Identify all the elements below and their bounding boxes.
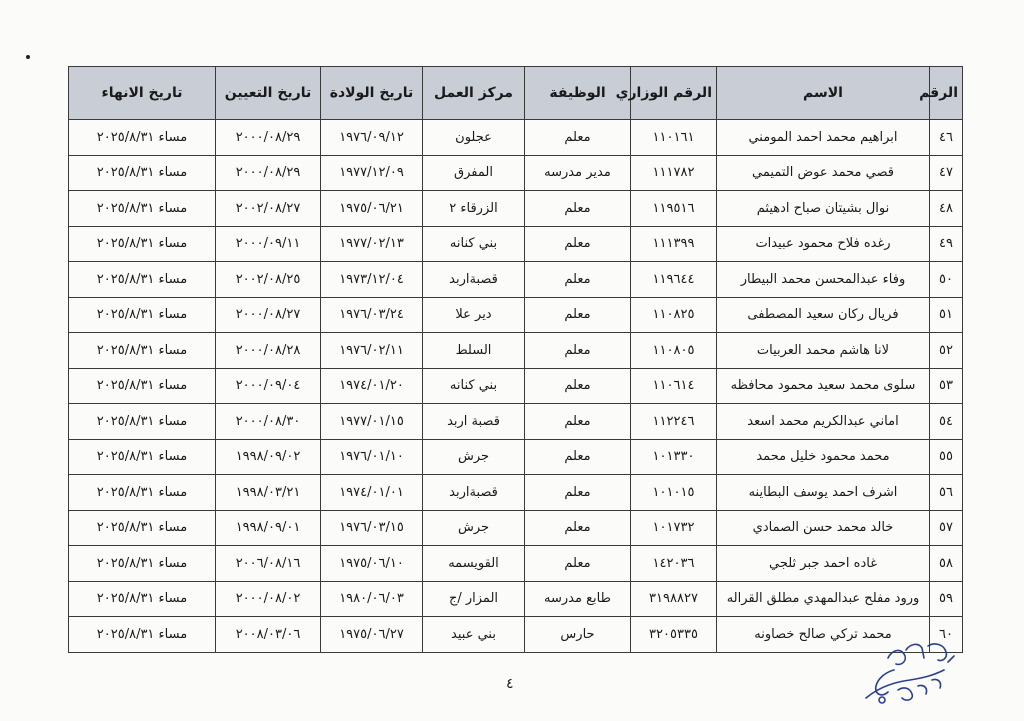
end-date: مساء ٢٠٢٥/٨/٣١: [69, 368, 216, 404]
job-title: معلم: [525, 475, 631, 511]
appointment-date: ٢٠٠٨/٠٣/٠٦: [216, 617, 321, 653]
table-header-row: [69, 67, 963, 120]
ministry-number: ١١٠٦١٤: [631, 368, 717, 404]
work-center: القويسمه: [423, 546, 525, 582]
row-number: ٥٨: [930, 546, 963, 582]
row-number: ٥٣: [930, 368, 963, 404]
row-number: ٤٨: [930, 191, 963, 227]
work-center: قصبةاربد: [423, 475, 525, 511]
header-name: الاسم: [717, 67, 930, 120]
header-work-center: مركز العمل: [423, 67, 525, 120]
job-title: معلم: [525, 404, 631, 440]
employee-name: اشرف احمد يوسف البطاينه: [717, 475, 930, 511]
appointment-date: ٢٠٠٠/٠٨/٢٧: [216, 297, 321, 333]
appointment-date: ٢٠٠٢/٠٨/٢٧: [216, 191, 321, 227]
job-title: معلم: [525, 510, 631, 546]
employee-name: ورود مفلح عبدالمهدي مطلق القراله: [717, 581, 930, 617]
end-date: مساء ٢٠٢٥/٨/٣١: [69, 475, 216, 511]
appointment-date: ٢٠٠٠/٠٨/٢٨: [216, 333, 321, 369]
job-title: معلم: [525, 546, 631, 582]
employee-name: لانا هاشم محمد العربيات: [717, 333, 930, 369]
birth-date: ١٩٧٦/٠١/١٠: [321, 439, 423, 475]
work-center: جرش: [423, 439, 525, 475]
header-job: الوظيفة: [525, 67, 631, 120]
end-date: مساء ٢٠٢٥/٨/٣١: [69, 404, 216, 440]
end-date: مساء ٢٠٢٥/٨/٣١: [69, 262, 216, 298]
employee-name: فريال ركان سعيد المصطفى: [717, 297, 930, 333]
row-number: ٤٩: [930, 226, 963, 262]
header-end-date: تاريخ الانهاء: [69, 67, 216, 120]
row-number: ٥٧: [930, 510, 963, 546]
birth-date: ١٩٧٦/٠٩/١٢: [321, 120, 423, 156]
job-title: معلم: [525, 333, 631, 369]
job-title: حارس: [525, 617, 631, 653]
table-row: [69, 617, 963, 653]
row-number: ٥٢: [930, 333, 963, 369]
end-date: مساء ٢٠٢٥/٨/٣١: [69, 333, 216, 369]
ministry-number: ١١٩٦٤٤: [631, 262, 717, 298]
employee-name: نوال بشيتان صباح ادهيثم: [717, 191, 930, 227]
birth-date: ١٩٧٦/٠٢/١١: [321, 333, 423, 369]
appointment-date: ٢٠٠٠/٠٨/٠٢: [216, 581, 321, 617]
appointment-date: ١٩٩٨/٠٩/٠١: [216, 510, 321, 546]
header-birth-date: تاريخ الولادة: [321, 67, 423, 120]
ministry-number: ١٠١٧٣٢: [631, 510, 717, 546]
employee-name: خالد محمد حسن الصمادي: [717, 510, 930, 546]
ministry-number: ١١١٣٩٩: [631, 226, 717, 262]
table-row: [69, 120, 963, 156]
birth-date: ١٩٧٣/١٢/٠٤: [321, 262, 423, 298]
header-appointment-date: تاريخ التعيين: [216, 67, 321, 120]
birth-date: ١٩٧٥/٠٦/٢١: [321, 191, 423, 227]
end-date: مساء ٢٠٢٥/٨/٣١: [69, 510, 216, 546]
employee-name: سلوى محمد سعيد محمود محافظه: [717, 368, 930, 404]
job-title: معلم: [525, 439, 631, 475]
row-number: ٥٦: [930, 475, 963, 511]
birth-date: ١٩٧٧/١٢/٠٩: [321, 155, 423, 191]
work-center: بني كنانه: [423, 368, 525, 404]
work-center: المفرق: [423, 155, 525, 191]
table-row: [69, 475, 963, 511]
work-center: قصبةاربد: [423, 262, 525, 298]
table-row: [69, 155, 963, 191]
end-date: مساء ٢٠٢٥/٨/٣١: [69, 226, 216, 262]
job-title: مدير مدرسه: [525, 155, 631, 191]
employee-name: رغده فلاح محمود عبيدات: [717, 226, 930, 262]
header-no: الرقم: [930, 67, 963, 120]
employee-name: محمد محمود خليل محمد: [717, 439, 930, 475]
end-date: مساء ٢٠٢٥/٨/٣١: [69, 120, 216, 156]
birth-date: ١٩٧٦/٠٣/١٥: [321, 510, 423, 546]
appointment-date: ٢٠٠٠/٠٨/٢٩: [216, 155, 321, 191]
birth-date: ١٩٧٤/٠١/٢٠: [321, 368, 423, 404]
end-date: مساء ٢٠٢٥/٨/٣١: [69, 546, 216, 582]
ministry-number: ١١٠٨٠٥: [631, 333, 717, 369]
job-title: معلم: [525, 120, 631, 156]
scan-speck: [26, 55, 30, 59]
ministry-number: ١١١٧٨٢: [631, 155, 717, 191]
table-row: [69, 226, 963, 262]
employee-name: غاده احمد جبر ثلجي: [717, 546, 930, 582]
table-row: [69, 581, 963, 617]
ministry-number: ١٠١٠١٥: [631, 475, 717, 511]
end-date: مساء ٢٠٢٥/٨/٣١: [69, 439, 216, 475]
birth-date: ١٩٧٤/٠١/٠١: [321, 475, 423, 511]
employees-table: [68, 66, 963, 653]
ministry-number: ١١٩٥١٦: [631, 191, 717, 227]
row-number: ٥١: [930, 297, 963, 333]
birth-date: ١٩٧٥/٠٦/٢٧: [321, 617, 423, 653]
ministry-number: ٣١٩٨٨٢٧: [631, 581, 717, 617]
job-title: معلم: [525, 191, 631, 227]
table-body: [69, 120, 963, 653]
birth-date: ١٩٧٥/٠٦/١٠: [321, 546, 423, 582]
row-number: ٤٦: [930, 120, 963, 156]
work-center: السلط: [423, 333, 525, 369]
appointment-date: ٢٠٠٠/٠٨/٣٠: [216, 404, 321, 440]
row-number: ٥٩: [930, 581, 963, 617]
work-center: قصبة اربد: [423, 404, 525, 440]
end-date: مساء ٢٠٢٥/٨/٣١: [69, 155, 216, 191]
work-center: المزار /ج: [423, 581, 525, 617]
work-center: دير علا: [423, 297, 525, 333]
employee-name: وفاء عبدالمحسن محمد البيطار: [717, 262, 930, 298]
end-date: مساء ٢٠٢٥/٨/٣١: [69, 581, 216, 617]
table-row: [69, 297, 963, 333]
page-number: ٤: [506, 676, 514, 692]
birth-date: ١٩٧٦/٠٣/٢٤: [321, 297, 423, 333]
job-title: معلم: [525, 297, 631, 333]
table-row: [69, 368, 963, 404]
ministry-number: ١٠١٣٣٠: [631, 439, 717, 475]
job-title: معلم: [525, 262, 631, 298]
employee-name: محمد تركي صالح خصاونه: [717, 617, 930, 653]
work-center: عجلون: [423, 120, 525, 156]
birth-date: ١٩٨٠/٠٦/٠٣: [321, 581, 423, 617]
job-title: طابع مدرسه: [525, 581, 631, 617]
row-number: ٦٠: [930, 617, 963, 653]
table-row: [69, 191, 963, 227]
appointment-date: ٢٠٠٠/٠٩/١١: [216, 226, 321, 262]
appointment-date: ٢٠٠٢/٠٨/٢٥: [216, 262, 321, 298]
row-number: ٥٤: [930, 404, 963, 440]
end-date: مساء ٢٠٢٥/٨/٣١: [69, 191, 216, 227]
ministry-number: ١١٠١٦١: [631, 120, 717, 156]
table-row: [69, 404, 963, 440]
row-number: ٥٠: [930, 262, 963, 298]
appointment-date: ١٩٩٨/٠٣/٢١: [216, 475, 321, 511]
ministry-number: ١٤٢٠٣٦: [631, 546, 717, 582]
work-center: الزرقاء ٢: [423, 191, 525, 227]
end-date: مساء ٢٠٢٥/٨/٣١: [69, 297, 216, 333]
table-row: [69, 262, 963, 298]
job-title: معلم: [525, 226, 631, 262]
appointment-date: ٢٠٠٠/٠٩/٠٤: [216, 368, 321, 404]
appointment-date: ١٩٩٨/٠٩/٠٢: [216, 439, 321, 475]
appointment-date: ٢٠٠٦/٠٨/١٦: [216, 546, 321, 582]
table-row: [69, 439, 963, 475]
employee-name: اماني عبدالكريم محمد اسعد: [717, 404, 930, 440]
ministry-number: ٣٢٠٥٣٣٥: [631, 617, 717, 653]
employee-name: ابراهيم محمد احمد المومني: [717, 120, 930, 156]
employee-name: قصي محمد عوض التميمي: [717, 155, 930, 191]
appointment-date: ٢٠٠٠/٠٨/٢٩: [216, 120, 321, 156]
table-row: [69, 333, 963, 369]
work-center: بني عبيد: [423, 617, 525, 653]
job-title: معلم: [525, 368, 631, 404]
handwritten-signature: [858, 636, 958, 708]
table-row: [69, 546, 963, 582]
birth-date: ١٩٧٧/٠١/١٥: [321, 404, 423, 440]
row-number: ٥٥: [930, 439, 963, 475]
work-center: بني كنانه: [423, 226, 525, 262]
table-row: [69, 510, 963, 546]
birth-date: ١٩٧٧/٠٢/١٣: [321, 226, 423, 262]
header-ministry-no: الرقم الوزاري: [631, 67, 717, 120]
row-number: ٤٧: [930, 155, 963, 191]
work-center: جرش: [423, 510, 525, 546]
ministry-number: ١١٠٨٢٥: [631, 297, 717, 333]
end-date: مساء ٢٠٢٥/٨/٣١: [69, 617, 216, 653]
ministry-number: ١١٢٢٤٦: [631, 404, 717, 440]
